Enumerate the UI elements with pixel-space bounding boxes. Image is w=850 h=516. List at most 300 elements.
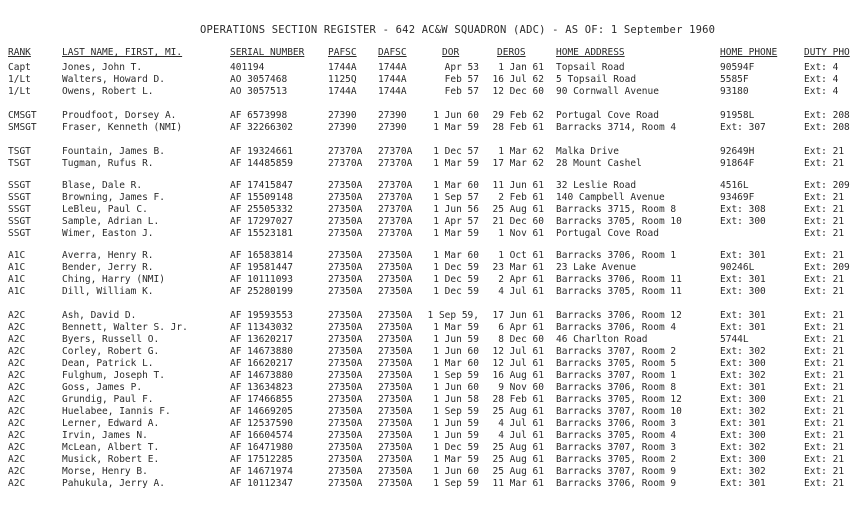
cell-address: Barracks 3705, Room 10 (556, 216, 682, 227)
cell-phone: Ext: 300 (720, 454, 766, 465)
cell-rank: A1C (8, 286, 26, 297)
cell-rank: A2C (8, 466, 26, 477)
cell-rank: SSGT (8, 216, 31, 227)
cell-dafsc: 27350A (378, 334, 413, 345)
cell-deros: 12 Dec 60 (492, 86, 544, 97)
cell-pafsc: 27350A (328, 370, 363, 381)
cell-duty: Ext: 21 (804, 250, 845, 261)
cell-pafsc: 27390 (328, 122, 357, 133)
cell-name: Fountain, James B. (62, 146, 165, 157)
cell-address: Barracks 3705, Room 2 (556, 454, 677, 465)
table-row (0, 216, 850, 228)
cell-dor: 1 Jun 59 (433, 418, 479, 429)
cell-duty: Ext: 21 (804, 322, 845, 333)
cell-rank: CMSGT (8, 110, 37, 121)
cell-phone: Ext: 301 (720, 310, 766, 321)
cell-pafsc: 27350A (328, 442, 363, 453)
cell-dor: 1 Mar 59 (433, 158, 479, 169)
cell-address: 28 Mount Cashel (556, 158, 642, 169)
cell-name: Grundig, Paul F. (62, 394, 154, 405)
cell-rank: A1C (8, 250, 26, 261)
cell-address: 32 Leslie Road (556, 180, 637, 191)
cell-phone: 90246L (720, 262, 755, 273)
cell-pafsc: 27350A (328, 262, 363, 273)
cell-dafsc: 27370A (378, 204, 413, 215)
cell-dor: 1 Apr 57 (433, 216, 479, 227)
table-row (0, 310, 850, 322)
cell-rank: A2C (8, 406, 26, 417)
cell-name: Dill, William K. (62, 286, 154, 297)
cell-rank: 1/Lt (8, 74, 31, 85)
cell-deros: 12 Jul 61 (492, 346, 544, 357)
cell-duty: Ext: 21 (804, 394, 845, 405)
cell-name: Fulghum, Joseph T. (62, 370, 165, 381)
cell-deros: 21 Dec 60 (492, 216, 544, 227)
cell-dafsc: 1744A (378, 62, 407, 73)
cell-rank: A2C (8, 382, 26, 393)
table-row (0, 394, 850, 406)
cell-serial: AF 14485859 (230, 158, 293, 169)
cell-duty: Ext: 21 (804, 204, 845, 215)
cell-dafsc: 27370A (378, 158, 413, 169)
cell-rank: A2C (8, 478, 26, 489)
cell-deros: 25 Aug 61 (492, 466, 544, 477)
header-rank: RANK (8, 47, 31, 58)
cell-phone: 5585F (720, 74, 749, 85)
table-row (0, 74, 850, 86)
cell-dafsc: 27350A (378, 394, 413, 405)
cell-serial: AF 13634823 (230, 382, 293, 393)
cell-deros: 29 Feb 62 (492, 110, 544, 121)
cell-rank: TSGT (8, 158, 31, 169)
cell-duty: Ext: 21 (804, 382, 845, 393)
cell-duty: Ext: 21 (804, 158, 845, 169)
cell-name: Dean, Patrick L. (62, 358, 154, 369)
cell-dafsc: 27350A (378, 466, 413, 477)
cell-rank: SMSGT (8, 122, 37, 133)
cell-deros: 9 Nov 60 (498, 382, 544, 393)
cell-duty: Ext: 21 (804, 358, 845, 369)
cell-dor: 1 Jun 56 (433, 204, 479, 215)
cell-dafsc: 27350A (378, 274, 413, 285)
cell-dafsc: 27350A (378, 310, 413, 321)
cell-pafsc: 27350A (328, 418, 363, 429)
cell-dor: 1 Jun 60 (433, 346, 479, 357)
cell-name: Tugman, Rufus R. (62, 158, 154, 169)
cell-name: Walters, Howard D. (62, 74, 165, 85)
cell-deros: 8 Dec 60 (498, 334, 544, 345)
cell-name: Pahukula, Jerry A. (62, 478, 165, 489)
cell-serial: 401194 (230, 62, 265, 73)
cell-serial: AF 15523181 (230, 228, 293, 239)
table-row (0, 62, 850, 74)
cell-dafsc: 1744A (378, 74, 407, 85)
table-row (0, 346, 850, 358)
header-home-phone: HOME PHONE (720, 47, 778, 58)
cell-dafsc: 27350A (378, 358, 413, 369)
cell-phone: Ext: 300 (720, 358, 766, 369)
cell-dor: 1 Dec 57 (433, 146, 479, 157)
cell-rank: A2C (8, 346, 26, 357)
cell-phone: Ext: 308 (720, 204, 766, 215)
cell-address: Barracks 3714, Room 4 (556, 122, 677, 133)
cell-name: Browning, James F. (62, 192, 165, 203)
cell-address: Malka Drive (556, 146, 619, 157)
cell-dafsc: 27350A (378, 322, 413, 333)
cell-phone: Ext: 302 (720, 466, 766, 477)
cell-dor: 1 Dec 59 (433, 274, 479, 285)
header-address: HOME ADDRESS (556, 47, 625, 58)
cell-dafsc: 27370A (378, 216, 413, 227)
cell-name: Wimer, Easton J. (62, 228, 154, 239)
table-row (0, 146, 850, 158)
cell-duty: Ext: 4 (804, 74, 839, 85)
cell-rank: A2C (8, 310, 26, 321)
cell-pafsc: 27350A (328, 322, 363, 333)
cell-pafsc: 27370A (328, 158, 363, 169)
cell-deros: 12 Jul 61 (492, 358, 544, 369)
cell-address: Barracks 3707, Room 2 (556, 346, 677, 357)
cell-deros: 17 Mar 62 (492, 158, 544, 169)
cell-duty: Ext: 208 (804, 110, 850, 121)
cell-address: 46 Charlton Road (556, 334, 648, 345)
cell-name: McLean, Albert T. (62, 442, 160, 453)
cell-rank: A2C (8, 370, 26, 381)
cell-serial: AF 14673880 (230, 370, 293, 381)
cell-address: Barracks 3707, Room 3 (556, 442, 677, 453)
cell-dor: 1 Mar 59 (433, 322, 479, 333)
cell-deros: 11 Jun 61 (492, 180, 544, 191)
cell-serial: AF 16583814 (230, 250, 293, 261)
cell-name: Irvin, James N. (62, 430, 148, 441)
cell-name: Musick, Robert E. (62, 454, 160, 465)
cell-dafsc: 27350A (378, 406, 413, 417)
cell-serial: AF 16471980 (230, 442, 293, 453)
cell-name: Owens, Robert L. (62, 86, 154, 97)
table-row (0, 478, 850, 490)
cell-address: Barracks 3706, Room 8 (556, 382, 677, 393)
cell-name: Proudfoot, Dorsey A. (62, 110, 177, 121)
cell-name: Bennett, Walter S. Jr. (62, 322, 188, 333)
cell-phone: Ext: 301 (720, 478, 766, 489)
cell-duty: Ext: 208 (804, 122, 850, 133)
cell-dafsc: 27350A (378, 442, 413, 453)
cell-name: Blase, Dale R. (62, 180, 143, 191)
cell-pafsc: 27350A (328, 274, 363, 285)
cell-serial: AF 19593553 (230, 310, 293, 321)
cell-serial: AF 17415847 (230, 180, 293, 191)
cell-deros: 4 Jul 61 (498, 286, 544, 297)
cell-pafsc: 27350A (328, 286, 363, 297)
cell-duty: Ext: 21 (804, 216, 845, 227)
cell-address: Topsail Road (556, 62, 625, 73)
cell-pafsc: 1744A (328, 86, 357, 97)
cell-deros: 1 Nov 61 (498, 228, 544, 239)
cell-rank: SSGT (8, 204, 31, 215)
cell-duty: Ext: 21 (804, 478, 845, 489)
cell-address: Barracks 3705, Room 5 (556, 358, 677, 369)
header-dor: DOR (442, 47, 460, 58)
cell-rank: SSGT (8, 192, 31, 203)
cell-deros: 28 Feb 61 (492, 394, 544, 405)
cell-dor: Feb 57 (444, 86, 479, 97)
cell-rank: A2C (8, 322, 26, 333)
cell-rank: A2C (8, 394, 26, 405)
cell-dafsc: 27370A (378, 180, 413, 191)
cell-dafsc: 27390 (378, 110, 407, 121)
cell-serial: AF 32266302 (230, 122, 293, 133)
cell-name: Jones, John T. (62, 62, 143, 73)
cell-serial: AF 17297027 (230, 216, 293, 227)
cell-rank: A2C (8, 454, 26, 465)
cell-serial: AF 14669205 (230, 406, 293, 417)
cell-dor: 1 Jun 58 (433, 394, 479, 405)
cell-serial: AF 25280199 (230, 286, 293, 297)
cell-serial: AF 10111093 (230, 274, 293, 285)
cell-deros: 16 Aug 61 (492, 370, 544, 381)
cell-address: Barracks 3715, Room 8 (556, 204, 677, 215)
cell-rank: A1C (8, 274, 26, 285)
cell-pafsc: 27350A (328, 382, 363, 393)
table-row (0, 358, 850, 370)
cell-phone: 91864F (720, 158, 755, 169)
cell-dor: 1 Mar 59 (433, 228, 479, 239)
table-row (0, 418, 850, 430)
cell-phone: Ext: 302 (720, 406, 766, 417)
cell-address: Barracks 3706, Room 4 (556, 322, 677, 333)
cell-dor: 1 Jun 60 (433, 466, 479, 477)
cell-phone: Ext: 302 (720, 346, 766, 357)
cell-rank: SSGT (8, 228, 31, 239)
cell-name: Lerner, Edward A. (62, 418, 160, 429)
table-row (0, 406, 850, 418)
cell-duty: Ext: 21 (804, 406, 845, 417)
cell-deros: 23 Mar 61 (492, 262, 544, 273)
table-row (0, 180, 850, 192)
cell-deros: 2 Feb 61 (498, 192, 544, 203)
cell-rank: A2C (8, 430, 26, 441)
cell-name: Ash, David D. (62, 310, 137, 321)
cell-serial: AF 19581447 (230, 262, 293, 273)
table-row (0, 228, 850, 240)
cell-dor: Apr 53 (444, 62, 479, 73)
cell-dafsc: 27350A (378, 478, 413, 489)
cell-name: Corley, Robert G. (62, 346, 160, 357)
cell-serial: AF 13620217 (230, 334, 293, 345)
cell-rank: SSGT (8, 180, 31, 191)
cell-deros: 4 Jul 61 (498, 430, 544, 441)
cell-dafsc: 27350A (378, 346, 413, 357)
cell-duty: Ext: 21 (804, 346, 845, 357)
cell-phone: Ext: 301 (720, 274, 766, 285)
table-row (0, 204, 850, 216)
cell-phone: Ext: 301 (720, 250, 766, 261)
cell-phone: Ext: 300 (720, 286, 766, 297)
cell-pafsc: 27350A (328, 406, 363, 417)
cell-pafsc: 27350A (328, 358, 363, 369)
cell-pafsc: 27350A (328, 204, 363, 215)
cell-deros: 25 Aug 61 (492, 204, 544, 215)
cell-serial: AF 6573998 (230, 110, 288, 121)
cell-dor: 1 Mar 60 (433, 358, 479, 369)
cell-deros: 6 Apr 61 (498, 322, 544, 333)
cell-address: Barracks 3707, Room 9 (556, 466, 677, 477)
cell-address: Barracks 3706, Room 3 (556, 418, 677, 429)
cell-serial: AF 17466855 (230, 394, 293, 405)
cell-phone: Ext: 302 (720, 442, 766, 453)
table-row (0, 322, 850, 334)
cell-deros: 1 Oct 61 (498, 250, 544, 261)
header-duty-phone: DUTY PHO (804, 47, 850, 58)
table-row (0, 250, 850, 262)
table-row (0, 466, 850, 478)
cell-phone: Ext: 301 (720, 322, 766, 333)
cell-pafsc: 1744A (328, 62, 357, 73)
cell-dor: Feb 57 (444, 74, 479, 85)
cell-phone: Ext: 300 (720, 394, 766, 405)
cell-deros: 25 Aug 61 (492, 454, 544, 465)
cell-deros: 25 Aug 61 (492, 406, 544, 417)
cell-duty: Ext: 21 (804, 310, 845, 321)
cell-duty: Ext: 21 (804, 430, 845, 441)
cell-pafsc: 27350A (328, 334, 363, 345)
table-row (0, 454, 850, 466)
cell-serial: AF 11343032 (230, 322, 293, 333)
cell-phone: 90594F (720, 62, 755, 73)
cell-dor: 1 Dec 59 (433, 442, 479, 453)
cell-serial: AO 3057468 (230, 74, 288, 85)
header-serial: SERIAL NUMBER (230, 47, 305, 58)
table-row (0, 110, 850, 122)
cell-address: 90 Cornwall Avenue (556, 86, 659, 97)
cell-pafsc: 27350A (328, 228, 363, 239)
cell-name: Morse, Henry B. (62, 466, 148, 477)
header-pafsc: PAFSC (328, 47, 357, 58)
cell-address: Barracks 3705, Room 4 (556, 430, 677, 441)
cell-dafsc: 27350A (378, 454, 413, 465)
cell-duty: Ext: 21 (804, 454, 845, 465)
cell-serial: AF 12537590 (230, 418, 293, 429)
cell-phone: Ext: 300 (720, 216, 766, 227)
cell-serial: AF 14673880 (230, 346, 293, 357)
cell-dor: 1 Sep 57 (433, 192, 479, 203)
table-row (0, 382, 850, 394)
cell-dor: 1 Mar 59 (433, 454, 479, 465)
cell-name: Byers, Russell O. (62, 334, 160, 345)
cell-rank: 1/Lt (8, 86, 31, 97)
cell-rank: A1C (8, 262, 26, 273)
cell-pafsc: 27350A (328, 250, 363, 261)
cell-address: Portugal Cove Road (556, 228, 659, 239)
cell-phone: 91958L (720, 110, 755, 121)
cell-name: Ching, Harry (NMI) (62, 274, 165, 285)
cell-duty: Ext: 21 (804, 192, 845, 203)
cell-duty: Ext: 21 (804, 334, 845, 345)
cell-rank: A2C (8, 442, 26, 453)
table-row (0, 442, 850, 454)
cell-phone: Ext: 300 (720, 430, 766, 441)
cell-rank: A2C (8, 418, 26, 429)
cell-name: Fraser, Kenneth (NMI) (62, 122, 183, 133)
cell-address: Barracks 3707, Room 10 (556, 406, 682, 417)
cell-deros: 1 Jan 61 (498, 62, 544, 73)
cell-name: Averra, Henry R. (62, 250, 154, 261)
cell-phone: Ext: 302 (720, 370, 766, 381)
header-dafsc: DAFSC (378, 47, 407, 58)
cell-serial: AO 3057513 (230, 86, 288, 97)
cell-dor: 1 Dec 59 (433, 262, 479, 273)
cell-phone: 5744L (720, 334, 749, 345)
cell-phone: 93469F (720, 192, 755, 203)
cell-serial: AF 14671974 (230, 466, 293, 477)
cell-pafsc: 27350A (328, 216, 363, 227)
cell-deros: 16 Jul 62 (492, 74, 544, 85)
header-name: LAST NAME, FIRST, MI. (62, 47, 183, 58)
cell-deros: 17 Jun 61 (492, 310, 544, 321)
table-row (0, 334, 850, 346)
cell-dafsc: 27350A (378, 430, 413, 441)
table-row (0, 158, 850, 170)
cell-deros: 25 Aug 61 (492, 442, 544, 453)
cell-name: Sample, Adrian L. (62, 216, 160, 227)
table-row (0, 192, 850, 204)
cell-duty: Ext: 21 (804, 228, 845, 239)
cell-rank: A2C (8, 334, 26, 345)
cell-dafsc: 27350A (378, 418, 413, 429)
cell-dafsc: 27390 (378, 122, 407, 133)
cell-phone: 93180 (720, 86, 749, 97)
cell-dor: 1 Jun 59 (433, 334, 479, 345)
cell-dafsc: 27350A (378, 286, 413, 297)
cell-dor: 1 Jun 60 (433, 110, 479, 121)
cell-phone: 92649H (720, 146, 755, 157)
cell-address: Barracks 3706, Room 11 (556, 274, 682, 285)
cell-name: Goss, James P. (62, 382, 143, 393)
cell-dor: 1 Sep 59, (427, 310, 479, 321)
cell-name: LeBleu, Paul C. (62, 204, 148, 215)
cell-deros: 28 Feb 61 (492, 122, 544, 133)
cell-phone: Ext: 307 (720, 122, 766, 133)
cell-duty: Ext: 21 (804, 466, 845, 477)
cell-dor: 1 Sep 59 (433, 370, 479, 381)
cell-address: Barracks 3705, Room 11 (556, 286, 682, 297)
cell-address: Barracks 3706, Room 1 (556, 250, 677, 261)
page-title: OPERATIONS SECTION REGISTER - 642 AC&W SQUADRON (ADC) - AS OF: 1 September 1960 (200, 24, 716, 36)
cell-dor: 1 Mar 60 (433, 180, 479, 191)
cell-name: Huelabee, Iannis F. (62, 406, 171, 417)
cell-pafsc: 27390 (328, 110, 357, 121)
cell-address: Barracks 3707, Room 1 (556, 370, 677, 381)
cell-phone: Ext: 301 (720, 418, 766, 429)
cell-address: 140 Campbell Avenue (556, 192, 665, 203)
cell-dor: 1 Mar 60 (433, 250, 479, 261)
cell-deros: 1 Mar 62 (498, 146, 544, 157)
cell-address: 23 Lake Avenue (556, 262, 637, 273)
cell-rank: TSGT (8, 146, 31, 157)
cell-pafsc: 27370A (328, 146, 363, 157)
cell-address: Portugal Cove Road (556, 110, 659, 121)
cell-serial: AF 16604574 (230, 430, 293, 441)
cell-serial: AF 16620217 (230, 358, 293, 369)
cell-duty: Ext: 21 (804, 418, 845, 429)
cell-serial: AF 19324661 (230, 146, 293, 157)
table-row (0, 86, 850, 98)
cell-dafsc: 27350A (378, 382, 413, 393)
cell-pafsc: 1125Q (328, 74, 357, 85)
table-row (0, 430, 850, 442)
cell-duty: Ext: 21 (804, 286, 845, 297)
table-row (0, 122, 850, 134)
